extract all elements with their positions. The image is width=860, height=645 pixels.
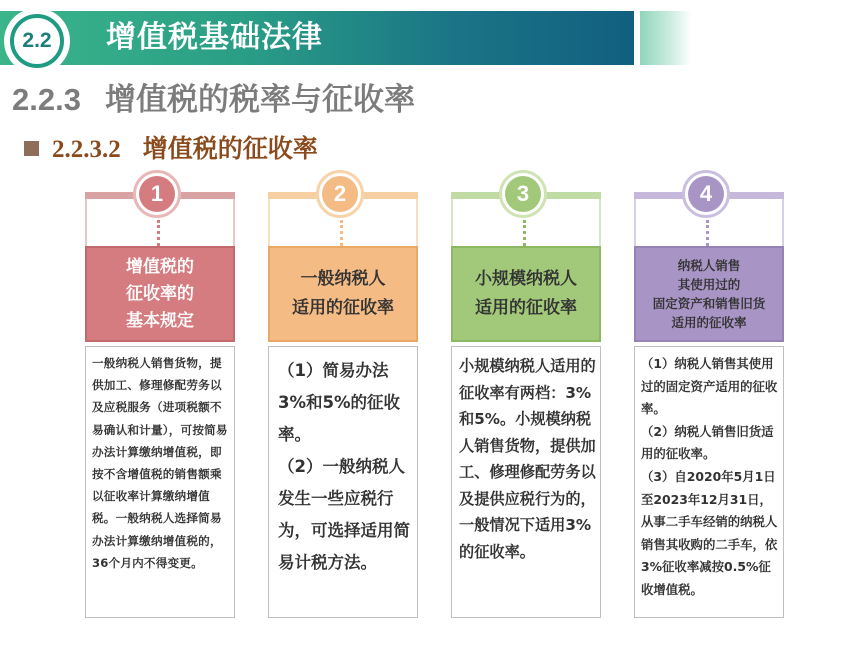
description-box bbox=[85, 346, 235, 618]
subsection-heading-number: 2.2.3.2 bbox=[52, 136, 121, 163]
description-box bbox=[268, 346, 418, 618]
description-text: （1）简易办法3%和5%的征收率。 bbox=[278, 361, 401, 444]
category-line: 增值税的 bbox=[126, 256, 194, 277]
category-box bbox=[451, 246, 601, 342]
connector-dots bbox=[157, 220, 160, 246]
step-number: 4 bbox=[688, 176, 724, 212]
category-box bbox=[85, 246, 235, 342]
rate-column-4 bbox=[634, 170, 784, 618]
rate-column-1 bbox=[85, 170, 235, 618]
connector-dots bbox=[523, 220, 526, 246]
category-box bbox=[268, 246, 418, 342]
description-text: （2）纳税人销售旧货适用的征收率。 bbox=[641, 423, 774, 462]
category-line: 适用的征收率 bbox=[671, 315, 747, 330]
step-number-badge bbox=[316, 170, 364, 218]
description-box bbox=[634, 346, 784, 618]
section-heading-text: 增值税的税率与征收率 bbox=[104, 82, 415, 118]
square-bullet-icon bbox=[24, 141, 39, 156]
subsection-heading bbox=[52, 131, 318, 168]
connector-dots bbox=[340, 220, 343, 246]
header-title: 增值税基础法律 bbox=[106, 20, 323, 55]
description-text: 一般纳税人销售货物，提供加工、修理修配劳务以及应税服务（进项税额不易确认和计量），可按简易办法计算缴纳增值税，即按不含增值税的销售额乘以征收率计算缴纳增值税。一般纳税人选择简易办法计算缴纳增值税的，36个月内不得变更。 bbox=[92, 356, 228, 570]
section-badge bbox=[10, 14, 64, 68]
connector-dots bbox=[706, 220, 709, 246]
step-number: 2 bbox=[322, 176, 358, 212]
step-number-badge bbox=[682, 170, 730, 218]
step-number-badge bbox=[133, 170, 181, 218]
category-line: 基本规定 bbox=[126, 310, 194, 331]
description-text: 小规模纳税人适用的征收率有两档：3%和5%。小规模纳税人销售货物，提供加工、修理修配劳务以及提供应税行为的，一般情况下适用3%的征收率。 bbox=[459, 357, 596, 561]
header-accent-bar bbox=[640, 11, 692, 65]
category-line: 小规模纳税人 bbox=[475, 269, 577, 289]
description-text: （1）纳税人销售其使用过的固定资产适用的征收率。 bbox=[641, 356, 778, 417]
subsection-heading-text: 增值税的征收率 bbox=[142, 134, 318, 163]
category-line: 其使用过的 bbox=[677, 277, 741, 292]
rate-column-3 bbox=[451, 170, 601, 618]
category-line: 纳税人销售 bbox=[677, 258, 741, 273]
section-badge-number: 2.2 bbox=[22, 29, 52, 52]
description-text: （2）一般纳税人发生一些应税行为，可选择适用简易计税方法。 bbox=[278, 457, 410, 572]
section-heading-number: 2.2.3 bbox=[12, 82, 81, 117]
rate-column-2 bbox=[268, 170, 418, 618]
description-text: （3）自2020年5月1日至2023年12月31日，从事二手车经销的纳税人销售其收购的二手车，依3%征收率减按0.5%征收增值税。 bbox=[641, 468, 778, 597]
step-number: 1 bbox=[139, 176, 175, 212]
section-heading bbox=[12, 80, 415, 120]
category-line: 固定资产和销售旧货 bbox=[652, 296, 766, 311]
category-line: 一般纳税人 bbox=[300, 269, 386, 289]
step-number: 3 bbox=[505, 176, 541, 212]
category-line: 适用的征收率 bbox=[475, 298, 577, 318]
category-line: 适用的征收率 bbox=[292, 298, 394, 318]
category-line: 征收率的 bbox=[126, 283, 194, 304]
category-box bbox=[634, 246, 784, 342]
description-box bbox=[451, 346, 601, 618]
step-number-badge bbox=[499, 170, 547, 218]
